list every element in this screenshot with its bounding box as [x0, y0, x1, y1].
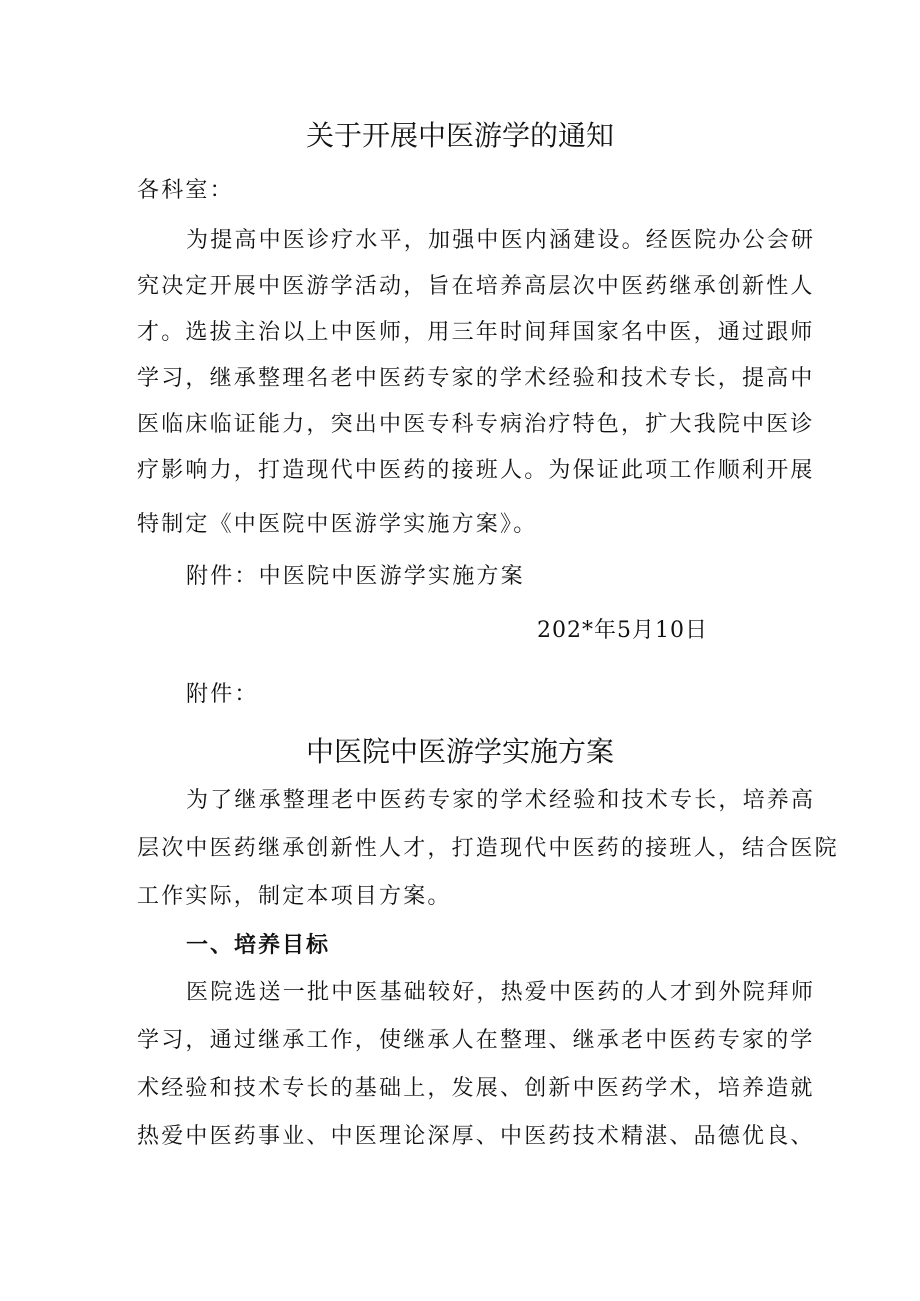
notice-body-line: 才。选拔主治以上中医师，用三年时间拜国家名中医，通过跟师	[137, 320, 815, 345]
notice-body-line: 特制定《中医院中医游学实施方案》。	[137, 512, 538, 537]
salutation: 各科室：	[137, 178, 234, 203]
plan-intro-line: 层次中医药继承创新性人才，打造现代中医药的接班人，结合医院	[137, 836, 839, 861]
notice-title: 关于开展中医游学的通知	[305, 119, 614, 152]
section-heading: 一、培养目标	[186, 932, 331, 958]
section-body-line: 术经验和技术专长的基础上，发展、创新中医药学术，培养造就	[137, 1076, 815, 1101]
plan-intro-line: 为了继承整理老中医药专家的学术经验和技术专长，培养高	[186, 788, 816, 813]
notice-body-line: 为提高中医诊疗水平，加强中医内涵建设。经医院办公会研	[186, 228, 816, 253]
notice-body-line: 疗影响力，打造现代中医药的接班人。为保证此项工作顺利开展	[137, 458, 815, 483]
section-body-line: 医院选送一批中医基础较好，热爱中医药的人才到外院拜师	[186, 980, 816, 1005]
notice-date: 202*年5月10日	[537, 618, 708, 643]
section-body-line: 热爱中医药事业、中医理论深厚、中医药技术精湛、品德优良、	[137, 1124, 815, 1149]
attachment-label: 附件：	[186, 682, 259, 707]
notice-attachment-line: 附件：中医院中医游学实施方案	[186, 564, 525, 589]
notice-body-line: 医临床临证能力，突出中医专科专病治疗特色，扩大我院中医诊	[137, 412, 815, 437]
section-body-line: 学习，通过继承工作，使继承人在整理、继承老中医药专家的学	[137, 1028, 815, 1053]
plan-title: 中医院中医游学实施方案	[305, 735, 614, 768]
notice-body-line: 究决定开展中医游学活动，旨在培养高层次中医药继承创新性人	[137, 274, 815, 299]
notice-body-line: 学习，继承整理名老中医药专家的学术经验和技术专长，提高中	[137, 366, 815, 391]
plan-intro-line: 工作实际，制定本项目方案。	[137, 884, 452, 909]
